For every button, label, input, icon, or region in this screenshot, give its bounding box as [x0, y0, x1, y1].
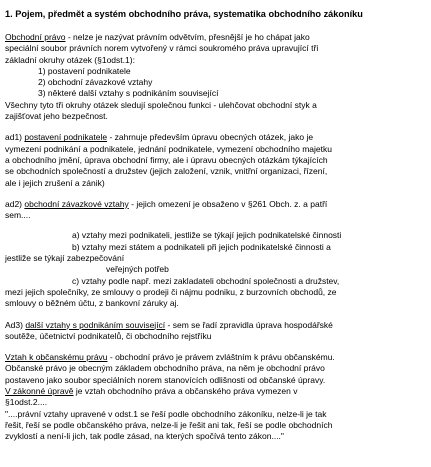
- ad3-line-1: Ad3) další vztahy s podnikáním související - sem se řadí zpravidla úprava hospodářské: [5, 319, 333, 330]
- ad3-line-2: soutěže, účetnictví podnikatelů, či obchodního rejstříku: [5, 330, 212, 341]
- term-obchodni-pravo: Obchodní právo: [5, 32, 66, 42]
- relation-section: [5, 352, 426, 442]
- ad2-item-b-cont2: veřejných potřeb: [106, 264, 169, 275]
- ad2-item-b-cont: jestliže se týkají zabezpečování: [5, 253, 125, 264]
- intro-line-1: Obchodní právo - nelze je nazývat právním odvětvím, přesnější je ho chápat jako: [5, 32, 310, 42]
- ad2-line-1: ad2) obchodní závazkové vztahy - jejich omezení je obsaženo v §261 Obch. z. a patří: [5, 198, 328, 209]
- intro-section: [5, 32, 426, 122]
- intro-line-5: zajišťovat jeho bezpečnost.: [5, 111, 108, 122]
- quote-line: zvyklostí a není-li jich, tak podle zásad, na kterých spočívá tento zákon....": [5, 431, 284, 442]
- intro-line-2: speciální soubor právních norem vytvořený v rámci soukromého práva upravující tři: [5, 43, 319, 54]
- intro-line-4: Všechny tyto tři okruhy otázek sledují společnou funkci - ulehčovat obchodní styk a: [5, 99, 317, 110]
- ad1-line: a obchodního jmění, úprava obchodní firmy, ale i úpravu obecných otázkám týkajících: [5, 154, 328, 165]
- page-title: 1. Pojem, předmět a systém obchodního práva, systematika obchodního zákoníku: [5, 9, 363, 19]
- ad2-line-2: sem....: [5, 210, 31, 221]
- relation-line-4: V zákonné úpravě je vztah obchodního práva a občanského práva vymezen v: [5, 386, 298, 397]
- ad1-section: [5, 132, 426, 188]
- term-dalsi-vztahy: další vztahy s podnikáním související: [25, 319, 166, 330]
- ad1-line: vymezení podnikání a podnikatele, jednání podnikatele, vymezení obchodního majetku: [5, 143, 332, 154]
- term-obchodni-zavazkove-vztahy: obchodní závazkové vztahy: [24, 198, 129, 209]
- ad2-item-a: a) vztahy mezi podnikateli, jestliže se týkají jejich podnikatelské činnosti: [72, 230, 342, 241]
- term-postaveni-podnikatele: postavení podnikatele: [24, 132, 108, 143]
- list-item: 1) postavení podnikatele: [38, 65, 131, 76]
- ad1-line: se obchodních společností a družstev (jejich založení, vznik, vnitřní organizaci, řízení,: [5, 166, 328, 177]
- relation-line-1: Vztah k občanskému právu - obchodní právo je právem zvláštním k právu občanskému.: [5, 352, 335, 363]
- term-vztah-k-obcanskemu-pravu: Vztah k občanskému právu: [5, 352, 108, 363]
- list-item: 3) některé další vztahy s podnikáním související: [38, 88, 219, 99]
- ad2-item-c-cont: mezi jejich společníky, ze smlouvy o prodeji či nájmu podniku, z burzovních obchodů, ze: [5, 286, 337, 297]
- relation-line-2: Občanské právo je obecným základem obchodního práva, na něm je obchodní právo: [5, 363, 325, 374]
- ad1-line: ale i jejich zrušení a zánik): [5, 177, 105, 188]
- ad2-item-c-cont2: smlouvy o běžném účtu, z bankovní záruky aj.: [5, 298, 179, 309]
- term-zakonna-uprava: V zákonné úpravě: [5, 386, 74, 397]
- ad2-section: [5, 199, 426, 310]
- quote-line: "....právní vztahy upravené v odst.1 se řeší podle obchodního zákoníku, nelze-li je tak: [5, 408, 327, 419]
- intro-line-3: základní okruhy otázek (§1odst.1):: [5, 54, 135, 65]
- ad1-line-1: ad1) postavení podnikatele - zahrnuje především úpravu obecných otázek, jako je: [5, 132, 314, 143]
- ad2-item-c: c) vztahy podle např. mezi zakladateli obchodní společnosti a družstev,: [72, 275, 340, 286]
- relation-line-5: §1odst.2....: [5, 397, 48, 408]
- relation-line-3: postaveno jako soubor speciálních norem stanovících odlišnosti od občanské úpravy.: [5, 374, 326, 385]
- ad2-item-b: b) vztahy mezi státem a podnikateli při jejich podnikatelské činnosti a: [72, 241, 331, 252]
- list-item: 2) obchodní závazkové vztahy: [38, 77, 153, 88]
- ad3-section: [5, 320, 426, 343]
- quote-line: řešit, řeší se podle občanského práva, nelze-li je řešit ani tak, řeší se podle obchodních: [5, 419, 333, 430]
